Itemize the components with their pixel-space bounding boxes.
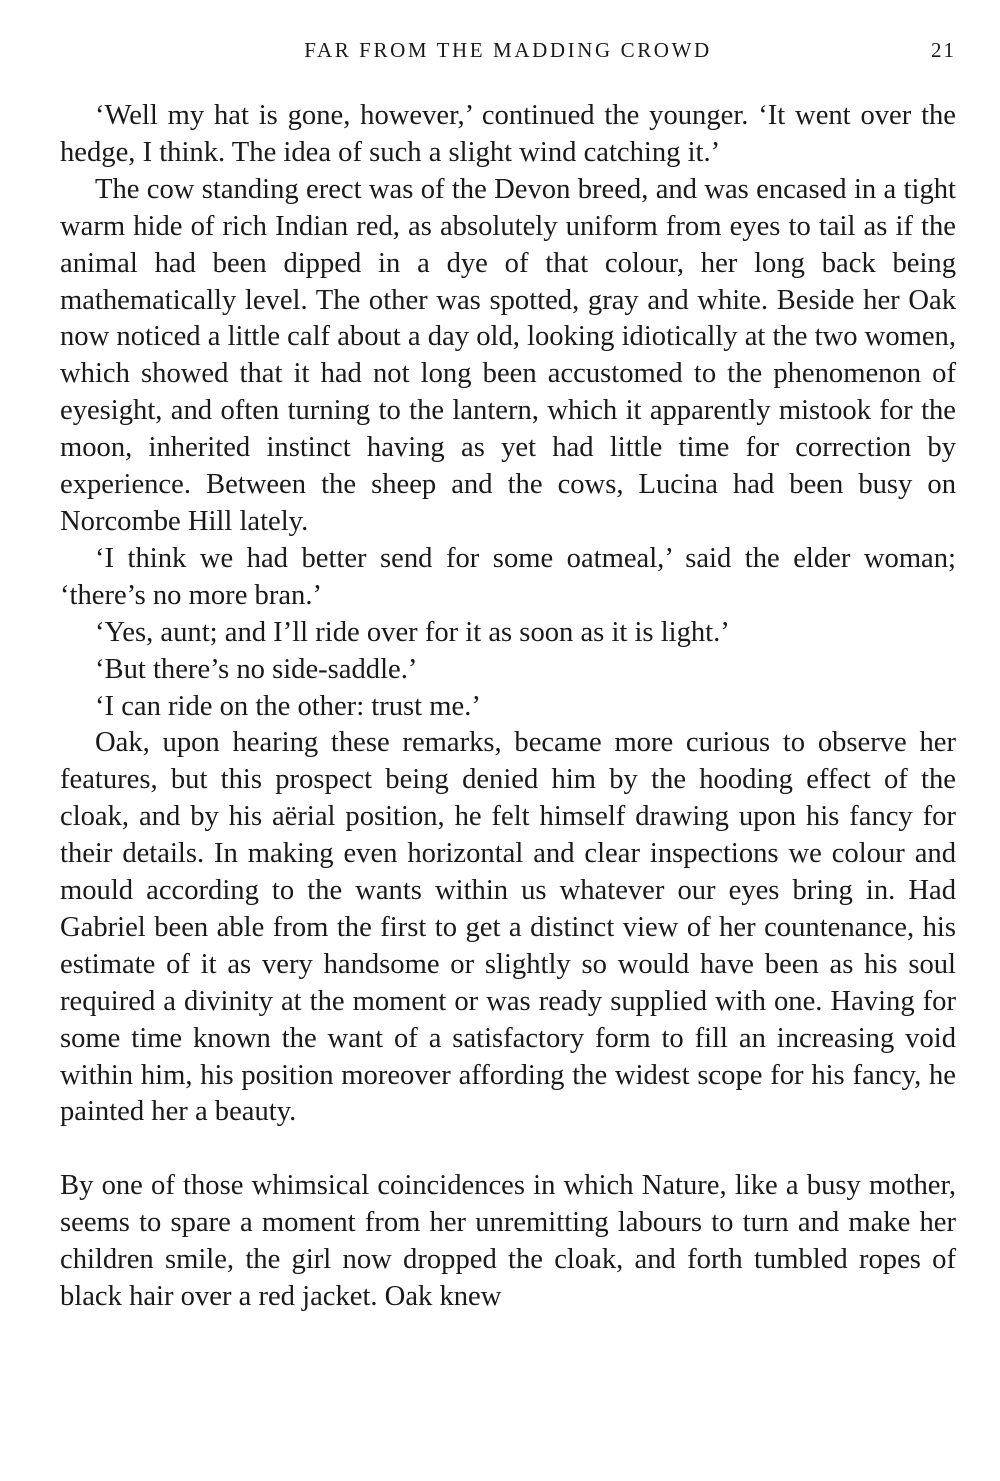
running-head (60, 38, 956, 78)
section-break (60, 1131, 956, 1168)
paragraph: By one of those whimsical coincidences in which Nature, like a busy mother, seems to spare a moment from her unremitting labours to turn and make her children smile, the girl now dropped the cloak, and forth tumbled ropes of black hair over a red jacket. Oak knew (60, 1170, 956, 1313)
body-text (60, 98, 956, 1316)
page-number: 21 (931, 38, 956, 62)
paragraph: ‘Yes, aunt; and I’ll ride over for it as soon as it is light.’ (95, 616, 730, 648)
paragraph: ‘Well my hat is gone, however,’ continued the younger. ‘It went over the hedge, I think. The idea of such a slight wind catching it.’ (60, 100, 956, 168)
running-title: FAR FROM THE MADDING CROWD (304, 38, 712, 62)
paragraph: ‘But there’s no side-saddle.’ (95, 653, 418, 685)
paragraph: The cow standing erect was of the Devon breed, and was encased in a tight warm hide of rich Indian red, as absolutely uniform from eyes to tail as if the animal had been dipped in a dye of that colour, her long back being mathematically level. The other was spotted, gray and white. Beside her Oak now noticed a little calf about a day old, looking idiotically at the two women, which showed that it had not long been accustomed to the phenomenon of eyesight, and often turning to the lantern, which it apparently mistook for the moon, inherited instinct having as yet had little time for correction by experience. Between the sheep and the cows, Lucina had been busy on Norcombe Hill lately. (60, 173, 956, 537)
book-page (60, 38, 956, 1316)
paragraph: ‘I think we had better send for some oatmeal,’ said the elder woman; ‘there’s no more bran.’ (60, 542, 956, 611)
paragraph: ‘I can ride on the other: trust me.’ (95, 690, 481, 722)
paragraph: Oak, upon hearing these remarks, became more curious to observe her features, but this prospect being denied him by the hooding effect of the cloak, and by his aërial position, he felt himself drawing upon his fancy for their details. In making even horizontal and clear inspections we colour and mould according to the wants within us whatever our eyes bring in. Had Gabriel been able from the first to get a distinct view of her countenance, his estimate of it as very handsome or slightly so would have been as his soul required a divinity at the moment or was ready supplied with one. Having for some time known the want of a satisfactory form to fill an increasing void within him, his position moreover affording the widest scope for his fancy, he painted her a beauty. (60, 727, 956, 1128)
